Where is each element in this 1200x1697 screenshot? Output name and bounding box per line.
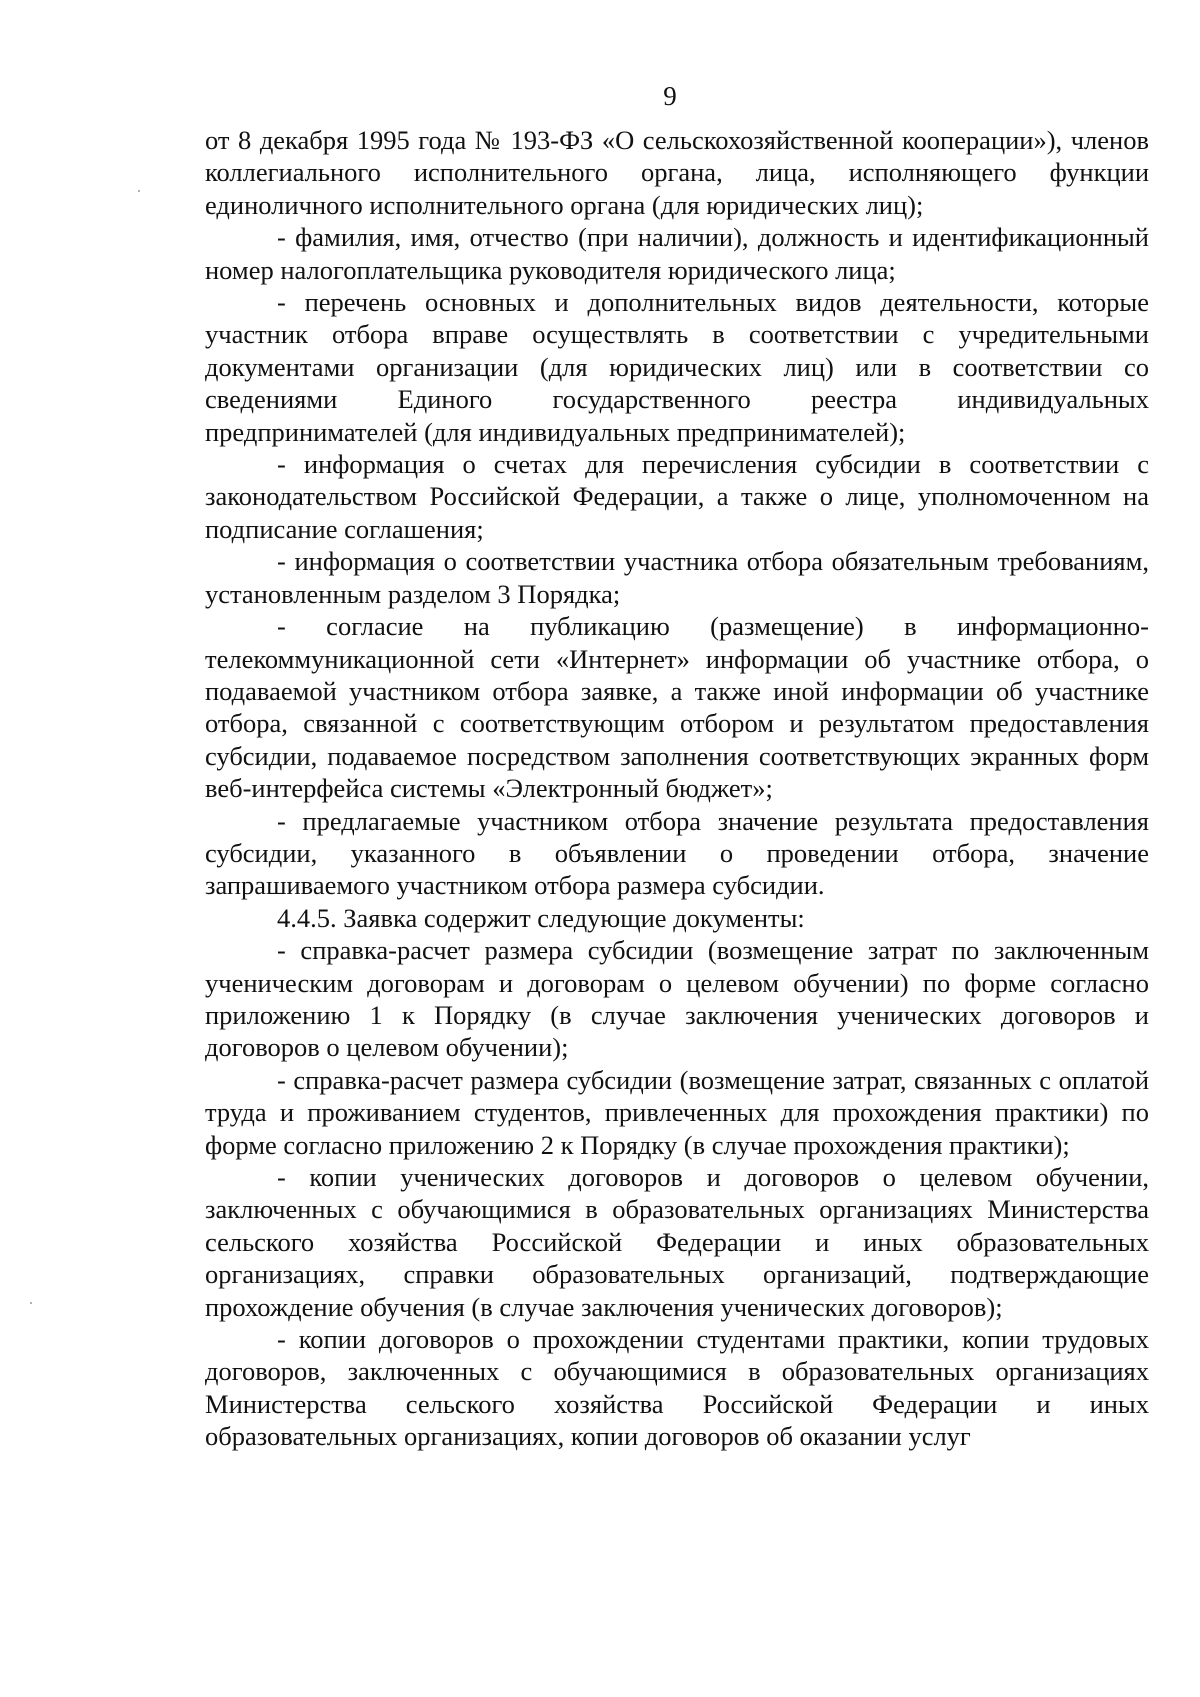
page-number: 9 — [663, 81, 677, 111]
paragraph-director-name: - фамилия, имя, отчество (при наличии), должность и идентификационный номер налогоплательщика руководителя юридического лица; — [205, 222, 1149, 285]
paragraph-practice-contracts: - копии договоров о прохождении студентами практики, копии трудовых договоров, заключенных с обучающимися в образовательных организациях Министерства сельского хозяйства Российской Федерации и иных образовательных организациях, копии договоров об оказании услуг — [205, 1324, 1149, 1452]
scan-speck — [138, 190, 140, 192]
paragraph-publication-consent: - согласие на публикацию (размещение) в информационно-телекоммуникационной сети «Интернет» информации об участнике отбора, о подаваемой участником отбора заявке, а также иной информации об участнике отбора, связанной с соответствующим отбором и результатом предоставления субсидии, подаваемое посредством заполнения соответствующих экранных форм веб-интерфейса системы «Электронный бюджет»; — [205, 611, 1149, 804]
paragraph-proposed-result: - предлагаемые участником отбора значение результата предоставления субсидии, указанного в объявлении о проведении отбора, значение запрашиваемого участником отбора размера субсидии. — [205, 805, 1149, 901]
document-body — [205, 124, 1149, 1453]
paragraph-section-4-4-5: 4.4.5. Заявка содержит следующие документы: — [277, 902, 805, 933]
paragraph-cooperation-members: от 8 декабря 1995 года № 193-ФЗ «О сельскохозяйственной кооперации»), членов коллегиального исполнительного органа, лица, исполняющего функции единоличного исполнительного органа (для юридических лиц); — [205, 125, 1149, 220]
paragraph-student-contracts: - копии ученических договоров и договоров о целевом обучении, заключенных с обучающимися в образовательных организациях Министерства сельского хозяйства Российской Федерации и иных образовательных организациях, справки образовательных организаций, подтверждающие прохождение обучения (в случае заключения ученических договоров); — [205, 1162, 1149, 1322]
paragraph-activities-list: - перечень основных и дополнительных видов деятельности, которые участник отбора вправе осуществлять в соответствии с учредительными документами организации (для юридических лиц) или в соответствии со сведениями Единого государственного реестра индивидуальных предпринимателей (для индивидуальных предпринимателей); — [205, 287, 1149, 447]
paragraph-requirements-compliance: - информация о соответствии участника отбора обязательным требованиям, установленным разделом 3 Порядка; — [205, 546, 1149, 609]
paragraph-calculation-appendix-2: - справка-расчет размера субсидии (возмещение затрат, связанных с оплатой труда и проживанием студентов, привлеченных для прохождения практики) по форме согласно приложению 2 к Порядку (в случае прохождения практики); — [205, 1064, 1149, 1160]
paragraph-bank-accounts: - информация о счетах для перечисления субсидии в соответствии с законодательством Российской Федерации, а также о лице, уполномоченном на подписание соглашения; — [205, 449, 1149, 544]
scan-speck — [30, 1302, 32, 1304]
paragraph-calculation-appendix-1: - справка-расчет размера субсидии (возмещение затрат по заключенным ученическим договорам и договорам о целевом обучении) по форме согласно приложению 1 к Порядку (в случае заключения ученических договоров и договоров о целевом обучении); — [205, 935, 1149, 1063]
